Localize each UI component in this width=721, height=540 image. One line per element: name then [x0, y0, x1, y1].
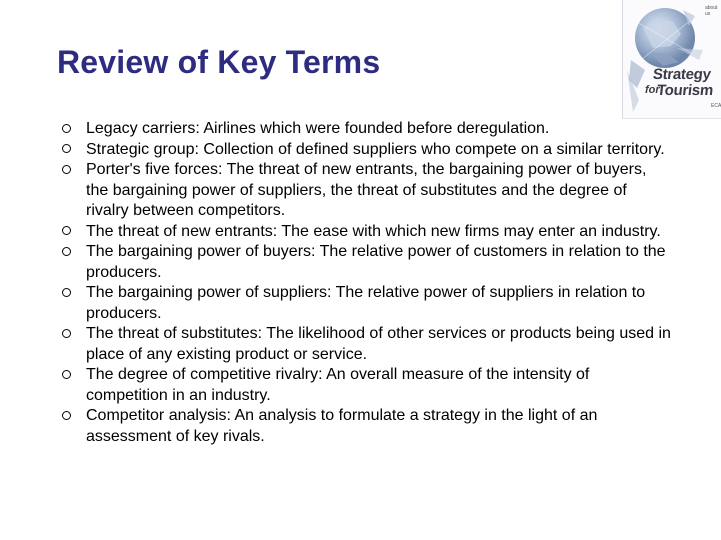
list-item: [62, 242, 672, 283]
hollow-circle-bullet-icon: [62, 247, 71, 256]
list-item-text: The degree of competitive rivalry: An overall measure of the intensity of competition in an industry.: [86, 366, 590, 404]
list-item: [62, 119, 672, 140]
hollow-circle-bullet-icon: [62, 288, 71, 297]
list-item: [62, 140, 672, 161]
logo-mark-bottom: ECA: [711, 103, 721, 109]
list-item-text: Porter's five forces: The threat of new entrants, the bargaining power of buyers, the bargaining power of suppliers, the threat of substitutes and the degree of rivalry between competitors.: [86, 161, 647, 219]
list-item-text: The bargaining power of suppliers: The relative power of suppliers in relation to producers.: [86, 284, 646, 322]
slide-title: Review of Key Terms: [57, 44, 381, 80]
hollow-circle-bullet-icon: [62, 370, 71, 379]
hollow-circle-bullet-icon: [62, 165, 71, 174]
hollow-circle-bullet-icon: [62, 144, 71, 153]
list-item-text: Strategic group: Collection of defined suppliers who compete on a similar territory.: [86, 140, 665, 158]
hollow-circle-bullet-icon: [62, 124, 71, 133]
book-cover-logo: [622, 0, 721, 119]
list-item-text: The threat of new entrants: The ease with which new firms may enter an industry.: [86, 222, 661, 240]
hollow-circle-bullet-icon: [62, 411, 71, 420]
list-item: [62, 222, 672, 243]
list-item-text: The threat of substitutes: The likelihood of other services or products being used in place of any existing product or service.: [86, 325, 671, 363]
globe-icon: [623, 0, 721, 118]
list-item: [62, 365, 672, 406]
logo-mark-top: about us: [705, 5, 718, 17]
logo-word-strategy: Strategy: [652, 66, 712, 83]
list-item: [62, 160, 672, 222]
hollow-circle-bullet-icon: [62, 329, 71, 338]
hollow-circle-bullet-icon: [62, 226, 71, 235]
list-item: [62, 283, 672, 324]
logo-word-for: for: [645, 84, 660, 96]
list-item-text: Legacy carriers: Airlines which were founded before deregulation.: [86, 120, 550, 137]
list-item: [62, 324, 672, 365]
list-item-text: The bargaining power of buyers: The relative power of customers in relation to the producers.: [86, 243, 666, 281]
logo-word-tourism: Tourism: [656, 82, 714, 99]
list-item-text: Competitor analysis: An analysis to formulate a strategy in the light of an assessment of key rivals.: [86, 407, 598, 445]
key-terms-list: [62, 119, 672, 447]
list-item: [62, 406, 672, 447]
